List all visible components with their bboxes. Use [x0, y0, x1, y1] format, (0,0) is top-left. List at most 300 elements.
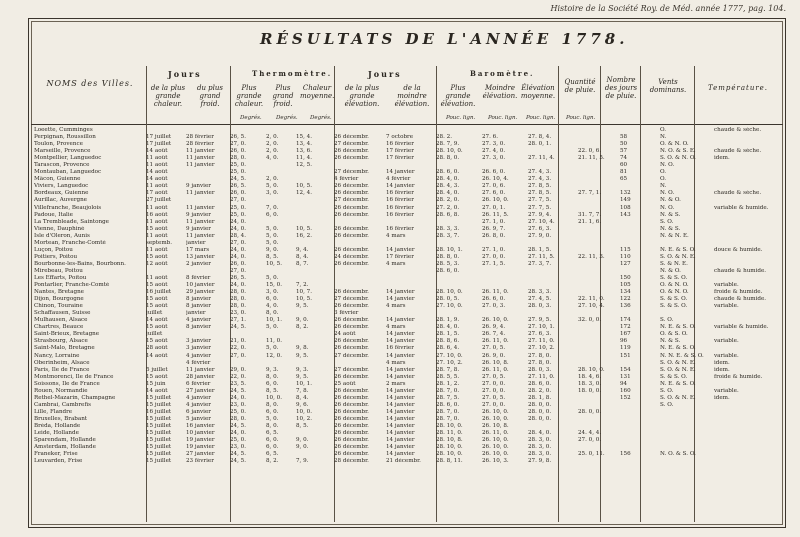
highest-pressure-day-cell: 26 décembr.: [334, 387, 369, 394]
temperature-cell: [714, 141, 784, 148]
rain-amount-cell: 22. 11, 0.: [578, 296, 605, 303]
mean-heat-cell: [296, 338, 334, 345]
lowest-pressure-day-cell: 14 janvier: [386, 401, 415, 408]
coldest-day-cell: [186, 197, 230, 204]
rain-days-cell: 127: [620, 260, 631, 267]
coldest-day-cell: 11 janvier: [186, 155, 215, 162]
hottest-day-cell: 14 août: [146, 352, 168, 359]
highest-pressure-day-cell: 26 décembr.: [334, 394, 369, 401]
rain-days-cell: [620, 226, 660, 233]
city-name-cell: Vienne, Dauphiné: [34, 225, 85, 232]
mean-heat-cell: 7, 8.: [296, 387, 309, 394]
pressure-mean-cell: 28. 0, 0.: [528, 408, 552, 415]
pressure-low-cell: 27. 0, 6.: [482, 183, 506, 190]
header-max-cold: Plus grand froid.: [272, 84, 294, 108]
table-row: [34, 416, 784, 423]
coldest-day-cell: 8 février: [186, 274, 211, 281]
pressure-low-cell: 27. 0, 3.: [482, 303, 506, 310]
coldest-day-cell: 28 janvier: [186, 373, 215, 380]
pressure-low-cell: 26. 10, 0.: [482, 317, 509, 324]
pressure-mean-cell: 27. 8, 0.: [528, 352, 552, 359]
max-heat-cell: 27, 0.: [230, 197, 247, 204]
pressure-mean-cell: 28. 3, 3.: [528, 289, 552, 296]
coldest-day-cell: 8 janvier: [186, 324, 211, 331]
pressure-mean-cell: 28. 0, 0.: [528, 415, 552, 422]
table-row: [34, 430, 784, 437]
temperature-cell: idem.: [714, 394, 730, 401]
max-heat-cell: 26, 5.: [230, 183, 247, 190]
max-heat-cell: 25, 0.: [230, 204, 247, 211]
rain-days-cell: [620, 437, 660, 444]
coldest-day-cell: [186, 268, 230, 275]
temperature-cell: [714, 212, 784, 219]
rain-amount-cell: [578, 240, 620, 247]
pressure-mean-cell: 27. 9, 0.: [528, 232, 552, 239]
dominant-winds-cell: O.: [660, 176, 667, 183]
rain-amount-cell: [578, 226, 620, 233]
max-heat-cell: 28, 0.: [230, 415, 247, 422]
max-cold-cell: [266, 162, 296, 169]
hottest-day-cell: 15 août: [146, 253, 168, 260]
rain-days-cell: 156: [620, 451, 631, 458]
rain-days-cell: 96: [620, 338, 628, 345]
dominant-winds-cell: N. O.: [660, 204, 675, 211]
highest-pressure-day-cell: 27 décembr.: [334, 296, 369, 303]
rain-days-cell: [620, 183, 660, 190]
pressure-mean-cell: [528, 268, 578, 275]
temperature-cell: [714, 317, 784, 324]
pressure-high-cell: 28. 8, 0.: [436, 155, 460, 162]
coldest-day-cell: 5 janvier: [186, 415, 211, 422]
rain-amount-cell: 27. 0, 0.: [578, 437, 602, 444]
temperature-cell: [714, 458, 784, 465]
pressure-mean-cell: 28. 3, 0.: [528, 451, 552, 458]
city-name-cell: Padoue, Italie: [34, 211, 73, 218]
temperature-cell: [714, 416, 784, 423]
rain-amount-cell: [578, 345, 620, 352]
city-name-cell: Strasbourg, Alsace: [34, 338, 88, 345]
dominant-winds-cell: N. & O.: [660, 197, 681, 204]
mean-heat-cell: 9, 5.: [296, 303, 309, 310]
city-name-cell: Bourbonne-les-Bains, Bourbonn.: [34, 260, 126, 267]
highest-pressure-day-cell: 26 décembr.: [334, 303, 369, 310]
pressure-low-cell: 27. 3, 0.: [482, 141, 506, 148]
pressure-low-cell: [482, 240, 528, 247]
table-row: [34, 345, 784, 352]
highest-pressure-day-cell: 26 décembr.: [334, 408, 369, 415]
coldest-day-cell: 11 janvier: [186, 204, 215, 211]
header-rain-days: Nombre des jours de pluie.: [604, 76, 638, 100]
pressure-mean-cell: [528, 127, 578, 134]
table-row: [34, 367, 784, 374]
hottest-day-cell: juillet: [146, 331, 163, 338]
pressure-low-cell: 27. 0, 0.: [482, 253, 506, 260]
rain-amount-cell: 27. 7, 1.: [578, 190, 602, 197]
coldest-day-cell: 11 janvier: [186, 148, 215, 155]
header-winds: Vents dominans.: [649, 78, 687, 94]
dominant-winds-cell: O. & N. O.: [660, 282, 689, 289]
max-cold-cell: 5, 0.: [266, 274, 279, 281]
highest-pressure-day-cell: 26 décembr.: [334, 324, 369, 331]
temperature-cell: [714, 381, 784, 388]
rain-days-cell: 60: [620, 162, 628, 169]
hottest-day-cell: 15 juillet: [146, 394, 172, 401]
hottest-day-cell: 15 juillet: [146, 437, 172, 444]
rain-days-cell: 132: [620, 190, 631, 197]
pressure-low-cell: 26. 9, 0.: [482, 352, 506, 359]
city-name-cell: Toulon, Provence: [34, 141, 83, 148]
lowest-pressure-day-cell: 16 février: [386, 190, 414, 197]
temperature-cell: froide & humide.: [714, 289, 763, 296]
max-heat-cell: 24, 0.: [230, 225, 247, 232]
rain-days-cell: 174: [620, 317, 631, 324]
city-name-cell: Mirebeau, Poitou: [34, 267, 83, 274]
rain-days-cell: [620, 219, 660, 226]
coldest-day-cell: 19 janvier: [186, 437, 215, 444]
coldest-day-cell: 23 février: [186, 458, 214, 465]
hottest-day-cell: 15 juillet: [146, 444, 172, 451]
mean-heat-cell: [296, 240, 334, 247]
rain-days-cell: 115: [620, 246, 631, 253]
table-row: [34, 190, 784, 197]
dominant-winds-cell: N. O.: [660, 190, 675, 197]
rain-days-cell: 94: [620, 380, 628, 387]
coldest-day-cell: 4 février: [186, 359, 211, 366]
max-heat-cell: 26, 5.: [230, 274, 247, 281]
rain-days-cell: 149: [620, 197, 631, 204]
pressure-low-cell: 26. 6, 0.: [482, 169, 506, 176]
mean-heat-cell: 9, 6.: [296, 401, 309, 408]
lowest-pressure-day-cell: 17 février: [386, 253, 414, 260]
coldest-day-cell: 8 janvier: [186, 303, 211, 310]
pressure-high-cell: 27. 2, 0.: [436, 204, 460, 211]
hottest-day-cell: 15 juillet: [146, 422, 172, 429]
mean-heat-cell: 8, 2.: [296, 324, 309, 331]
pressure-low-cell: 26. 10, 0.: [482, 415, 509, 422]
pressure-mean-cell: [528, 240, 578, 247]
rain-days-cell: 65: [620, 176, 628, 183]
lowest-pressure-day-cell: 16 février: [386, 197, 414, 204]
rain-amount-cell: 18. 0, 0.: [578, 387, 602, 394]
max-cold-cell: 6, 0.: [266, 211, 279, 218]
mean-heat-cell: 8, 5.: [296, 422, 309, 429]
temperature-cell: [714, 233, 784, 240]
highest-pressure-day-cell: 27 décembr.: [334, 366, 369, 373]
dominant-winds-cell: S. O.: [660, 387, 674, 394]
hottest-day-cell: juillet: [146, 310, 163, 317]
pressure-low-cell: [482, 275, 528, 282]
pressure-high-cell: 28. 3, 3.: [436, 225, 460, 232]
rain-days-cell: [620, 310, 660, 317]
lowest-pressure-day-cell: 14 janvier: [386, 352, 415, 359]
pressure-high-cell: 28. 4, 0.: [436, 176, 460, 183]
highest-pressure-day-cell: [334, 219, 386, 226]
highest-pressure-day-cell: 26 décembr.: [334, 204, 369, 211]
rain-days-cell: 143: [620, 211, 631, 218]
lowest-pressure-day-cell: 17 février: [386, 155, 414, 162]
dominant-winds-cell: [660, 458, 714, 465]
coldest-day-cell: 16 janvier: [186, 422, 215, 429]
highest-pressure-day-cell: 26 décembr.: [334, 225, 369, 232]
temperature-cell: [714, 331, 784, 338]
max-cold-cell: [266, 127, 296, 134]
max-cold-cell: 6, 0.: [266, 296, 279, 303]
pressure-low-cell: 27. 4, 0.: [482, 148, 506, 155]
max-heat-cell: 25, 0.: [230, 408, 247, 415]
dominant-winds-cell: S. O. & N. E.: [660, 359, 696, 366]
lowest-pressure-day-cell: 4 mars: [386, 260, 406, 267]
highest-pressure-day-cell: 26 décembr.: [334, 246, 369, 253]
coldest-day-cell: 6 février: [186, 380, 211, 387]
hottest-day-cell: 15 juillet: [146, 430, 172, 437]
dominant-winds-cell: S. O.: [660, 401, 674, 408]
max-cold-cell: 5, 0.: [266, 239, 279, 246]
rain-amount-cell: 25. 0, 11.: [578, 451, 605, 458]
city-name-cell: Nancy, Lorraine: [34, 352, 80, 359]
pressure-low-cell: 26. 11, 0.: [482, 338, 509, 345]
pressure-mean-cell: 28. 0, 1.: [528, 141, 552, 148]
lowest-pressure-day-cell: 14 janvier: [386, 387, 415, 394]
header-p-mean: Élévation moyenne.: [520, 84, 556, 100]
pressure-mean-cell: 27. 3, 7.: [528, 260, 552, 267]
table-row: [34, 141, 784, 148]
city-name-cell: Poitiers, Poitou: [34, 253, 78, 260]
city-name-cell: Chartres, Beauce: [34, 324, 84, 331]
rain-amount-cell: 22. 0, 6.: [578, 148, 602, 155]
dominant-winds-cell: N. N. E. & S. O.: [660, 352, 704, 359]
dominant-winds-cell: [660, 409, 714, 416]
coldest-day-cell: 8 janvier: [186, 296, 211, 303]
pressure-low-cell: 26. 10, 0.: [482, 197, 509, 204]
pressure-mean-cell: 27. 4, 3.: [528, 169, 552, 176]
dominant-winds-cell: N. & O.: [660, 267, 681, 274]
pressure-low-cell: 26. 11, 0.: [482, 366, 509, 373]
table-row: [34, 317, 784, 324]
dominant-winds-cell: S. & S. O.: [660, 303, 688, 310]
dominant-winds-cell: S. O. & N. E.: [660, 366, 696, 373]
max-heat-cell: [230, 127, 266, 134]
dominant-winds-cell: [660, 240, 714, 247]
mean-heat-cell: 9, 4.: [296, 246, 309, 253]
max-heat-cell: 24, 0.: [230, 394, 247, 401]
rain-days-cell: 108: [620, 204, 631, 211]
rain-amount-cell: [578, 247, 620, 254]
coldest-day-cell: 9 janvier: [186, 211, 211, 218]
max-cold-cell: 8, 0.: [266, 373, 279, 380]
pressure-high-cell: [436, 219, 482, 226]
rain-days-cell: [620, 409, 660, 416]
rain-amount-cell: [578, 268, 620, 275]
max-cold-cell: 5, 0.: [266, 415, 279, 422]
rain-days-cell: 58: [620, 134, 628, 141]
pressure-mean-cell: [528, 282, 578, 289]
max-cold-cell: 2, 0.: [266, 134, 279, 141]
dominant-winds-cell: S. O. & N. E.: [660, 394, 696, 401]
highest-pressure-day-cell: 26 décembr.: [334, 345, 369, 352]
coldest-day-cell: 6 janvier: [186, 408, 211, 415]
hottest-day-cell: 14 août: [146, 148, 168, 155]
max-heat-cell: 24, 0.: [230, 246, 247, 253]
max-cold-cell: [266, 331, 296, 338]
rain-days-cell: 105: [620, 282, 631, 289]
table-row: [34, 360, 784, 367]
pressure-low-cell: 27. 0, 5.: [482, 373, 506, 380]
coldest-day-cell: [186, 169, 230, 176]
header-jours: Jours: [168, 69, 202, 79]
pressure-low-cell: [482, 268, 528, 275]
city-name-cell: Chinon, Touraine: [34, 303, 83, 310]
max-cold-cell: 6, 0.: [266, 408, 279, 415]
hottest-day-cell: [146, 360, 186, 367]
city-name-cell: Sparendam, Hollande: [34, 437, 96, 444]
temperature-cell: [714, 451, 784, 458]
table-row: [34, 148, 784, 155]
unit-label: Pouc. lign.: [446, 115, 476, 121]
dominant-winds-cell: N. E. & S. O.: [660, 345, 696, 352]
pressure-mean-cell: 27. 8, 5.: [528, 183, 552, 190]
dominant-winds-cell: N. & S.: [660, 225, 681, 232]
table-row: [34, 268, 784, 275]
coldest-day-cell: [186, 127, 230, 134]
lowest-pressure-day-cell: 2 mars: [386, 380, 406, 387]
highest-pressure-day-cell: 26 décembr.: [334, 430, 369, 437]
max-heat-cell: 24, 0.: [230, 218, 247, 225]
hottest-day-cell: 15 juillet: [146, 451, 172, 458]
mean-heat-cell: 15, 4.: [296, 134, 313, 141]
mean-heat-cell: [296, 176, 334, 183]
lowest-pressure-day-cell: 14 janvier: [386, 373, 415, 380]
city-name-cell: Les Effarts, Poitou: [34, 274, 87, 281]
pressure-high-cell: [436, 282, 482, 289]
table-row: [34, 254, 784, 261]
lowest-pressure-day-cell: [386, 219, 436, 226]
pressure-high-cell: 28. 10, 0.: [436, 451, 463, 458]
pressure-mean-cell: 27. 10, 2.: [528, 345, 555, 352]
rain-amount-cell: [578, 197, 620, 204]
hottest-day-cell: 11 août: [146, 218, 168, 225]
max-heat-cell: 25, 0.: [230, 169, 247, 176]
city-name-cell: Montpellier, Languedoc: [34, 155, 102, 162]
mean-heat-cell: 7, 2.: [296, 282, 309, 289]
mean-heat-cell: 8, 4.: [296, 253, 309, 260]
lowest-pressure-day-cell: 21 décembr.: [386, 458, 421, 465]
highest-pressure-day-cell: 26 décembr.: [334, 373, 369, 380]
max-heat-cell: 24, 5.: [230, 387, 247, 394]
hottest-day-cell: 15 juillet: [146, 401, 172, 408]
lowest-pressure-day-cell: 14 janvier: [386, 422, 415, 429]
rain-days-cell: 122: [620, 296, 631, 303]
max-heat-cell: 28, 0.: [230, 303, 247, 310]
city-name-cell: Amsterdam, Hollande: [34, 444, 96, 451]
running-header: Histoire de la Société Roy. de Méd. année 1777, pag. 104.: [550, 4, 786, 13]
table-row: [34, 162, 784, 169]
city-name-cell: Villefranche, Beaujolois: [34, 204, 102, 211]
pressure-mean-cell: 27. 11, 5.: [528, 253, 555, 260]
city-name-cell: Loeette, Cumminges: [34, 127, 93, 133]
coldest-day-cell: 19 janvier: [186, 444, 215, 451]
city-name-cell: Lille, Flandre: [34, 408, 73, 415]
highest-pressure-day-cell: 26 décembr.: [334, 451, 369, 458]
hottest-day-cell: 11 août: [146, 162, 168, 169]
pressure-low-cell: [482, 282, 528, 289]
pressure-high-cell: [436, 162, 482, 169]
max-cold-cell: 9, 0.: [266, 246, 279, 253]
temperature-cell: [714, 134, 784, 141]
max-heat-cell: 27, 0.: [230, 352, 247, 359]
pressure-mean-cell: 28. 0, 0.: [528, 401, 552, 408]
coldest-day-cell: 11 janvier: [186, 232, 215, 239]
coldest-day-cell: 27 janvier: [186, 387, 215, 394]
temperature-cell: variable & humide.: [714, 324, 769, 331]
hottest-day-cell: 15 août: [146, 373, 168, 380]
pressure-mean-cell: 27. 9, 5.: [528, 317, 552, 324]
rain-amount-cell: 21. 1, 6.: [578, 218, 602, 225]
max-cold-cell: 12, 0.: [266, 352, 283, 359]
max-cold-cell: 6, 0.: [266, 437, 279, 444]
rain-amount-cell: [578, 331, 620, 338]
mean-heat-cell: 10, 5.: [296, 183, 313, 190]
header-barometre: Baromètre.: [470, 69, 535, 78]
max-cold-cell: 10, 1.: [266, 317, 283, 324]
pressure-mean-cell: 27. 8, 0.: [528, 359, 552, 366]
city-name-cell: La Trembleade, Saintonge: [34, 218, 109, 225]
max-heat-cell: 28, 0.: [230, 289, 247, 296]
pressure-mean-cell: 27. 8, 4.: [528, 134, 552, 141]
lowest-pressure-day-cell: 14 janvier: [386, 366, 415, 373]
max-cold-cell: 8, 0.: [266, 422, 279, 429]
coldest-day-cell: janvier: [186, 310, 206, 317]
table-row: [34, 353, 784, 360]
rain-days-cell: 131: [620, 373, 631, 380]
coldest-day-cell: 3 janvier: [186, 345, 211, 352]
table-row: [34, 127, 784, 134]
header-p-high: Plus grande élévation.: [440, 84, 476, 108]
table-row: [34, 233, 784, 240]
rain-amount-cell: 28. 0, 0.: [578, 408, 602, 415]
city-name-cell: Franeker, Frise: [34, 451, 78, 458]
header-mean-heat: Chaleur moyenne.: [300, 84, 335, 100]
coldest-day-cell: 28 février: [186, 134, 214, 141]
pressure-low-cell: 26. 9, 7.: [482, 225, 506, 232]
pressure-mean-cell: 28. 0, 3.: [528, 366, 552, 373]
max-cold-cell: 8, 5.: [266, 387, 279, 394]
city-name-cell: Oberinheim, Alsace: [34, 359, 90, 366]
rain-days-cell: [620, 268, 660, 275]
mean-heat-cell: 8, 7.: [296, 260, 309, 267]
rain-amount-cell: [578, 205, 620, 212]
header-temperature: Température.: [707, 84, 769, 92]
highest-pressure-day-cell: 27 décembr.: [334, 352, 369, 359]
rain-amount-cell: [578, 176, 620, 183]
mean-heat-cell: [296, 275, 334, 282]
hottest-day-cell: 15 août: [146, 225, 168, 232]
pressure-low-cell: 27. 1, 0.: [482, 218, 506, 225]
rain-days-cell: 151: [620, 352, 631, 359]
max-cold-cell: 8, 2.: [266, 458, 279, 465]
highest-pressure-day-cell: 27 décembr.: [334, 169, 369, 176]
highest-pressure-day-cell: 25 août: [334, 380, 356, 387]
pressure-mean-cell: 27. 8, 5.: [528, 190, 552, 197]
coldest-day-cell: 11 janvier: [186, 162, 215, 169]
lowest-pressure-day-cell: 4 mars: [386, 303, 406, 310]
pressure-mean-cell: [528, 162, 578, 169]
pressure-low-cell: [482, 127, 528, 134]
table-row: [34, 247, 784, 254]
coldest-day-cell: 4 janvier: [186, 352, 211, 359]
mean-heat-cell: 9, 3.: [296, 366, 309, 373]
pressure-mean-cell: 27. 7, 5.: [528, 204, 552, 211]
pressure-low-cell: 26. 10, 0.: [482, 408, 509, 415]
